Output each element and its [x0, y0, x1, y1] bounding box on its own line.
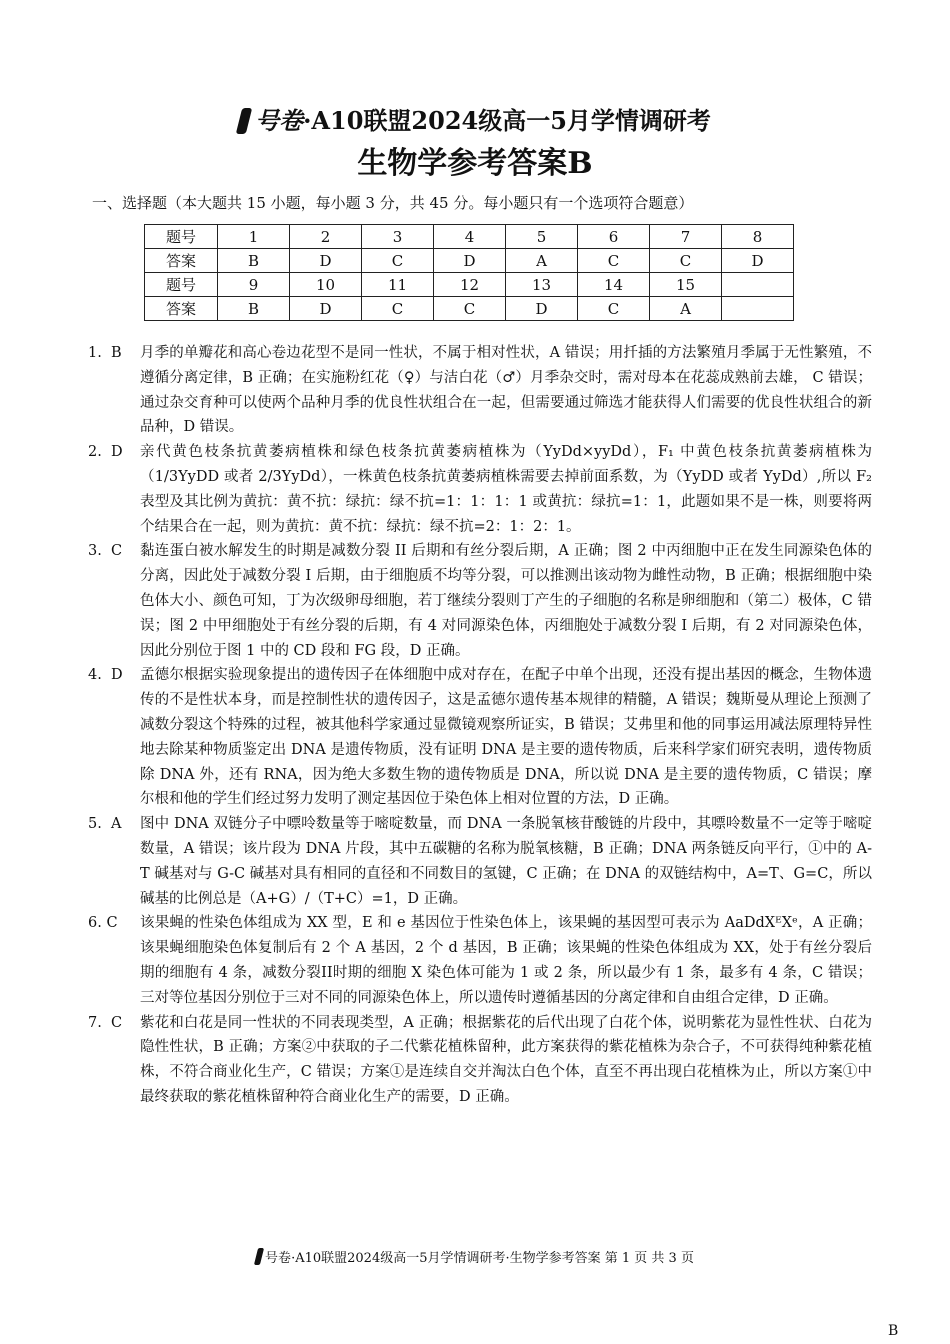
table-cell: B [218, 249, 290, 273]
explanation-list [88, 341, 872, 1110]
table-cell: B [218, 297, 290, 321]
item-explanation: 孟德尔根据实验现象提出的遗传因子在体细胞中成对存在，在配子中单个出现，还没有提出基因的概念，生物体遗传的不是性状本身，而是控制性状的遗传因子，这是孟德尔遗传基本规律的精髓，A 错误；魏斯曼从理论上预测了减数分裂这个特殊的过程，被其他科学家通过显微镜观察所证实，B 错误；艾弗里和他的同事运用减法原理特异性地去除某种物质鉴定出 DNA 是遗传物质，没有证明 DNA 是主要的遗传物质，后来科学家们研究表明，遗传物质除 DNA 外，还有 RNA，因为绝大多数生物的遗传物质是 DNA，所以说 DNA 是主要的遗传物质，C 错误；摩尔根和他的学生们经过努力发明了测定基因位于染色体上相对位置的方法，D 正确。 [140, 667, 872, 808]
document-subtitle: 生物学参考答案B [357, 146, 593, 181]
table-cell: 5 [506, 225, 578, 249]
section-title: 一、选择题（本大题共 15 小题，每小题 3 分，共 45 分。每小题只有一个选项符合题意） [92, 194, 694, 212]
item-number: 3. C [88, 543, 123, 560]
item-number: 7. C [88, 1014, 123, 1031]
table-cell: C [578, 249, 650, 273]
list-item [88, 539, 872, 663]
item-explanation: 紫花和白花是同一性状的不同表现类型，A 正确；根据紫花的后代出现了白花个体，说明紫花为显性性状、白花为隐性性状，B 正确；方案②中获取的子二代紫花植株留种，此方案获得的紫花植株为杂合子，不可获得纯种紫花植株，不符合商业化生产，C 错误；方案①是连续自交并淘汰白色个体，直至不再出现白花植株为止，所以方案①中最终获取的紫花植株留种符合商业化生产的需要，D 正确。 [140, 1014, 872, 1105]
table-cell: D [290, 249, 362, 273]
table-cell: 3 [362, 225, 434, 249]
item-number: 5. A [88, 816, 122, 833]
table-row-header: 答案 [145, 297, 218, 321]
item-number: 4. D [88, 667, 123, 684]
exam-title: ·A10联盟2024级高一5月学情调研考 [303, 106, 711, 135]
table-cell: 13 [506, 273, 578, 297]
table-cell: D [506, 297, 578, 321]
page-header [0, 104, 950, 138]
table-row [145, 225, 794, 249]
table-cell: 1 [218, 225, 290, 249]
table-row [145, 249, 794, 273]
answer-table [144, 224, 794, 321]
table-row [145, 273, 794, 297]
brand-logo-icon [236, 108, 252, 134]
table-cell: 4 [434, 225, 506, 249]
table-cell: A [506, 249, 578, 273]
item-explanation: 亲代黄色枝条抗黄萎病植株和绿色枝条抗黄萎病植株为（YyDd×yyDd），F₁ 中黄色枝条抗黄萎病植株为（1/3YyDD 或者 2/3YyDd），一株黄色枝条抗黄萎病植株需要去掉前面系数，为（YyDD 或者 YyDd）,所以 F₂ 表型及其比例为黄抗：黄不抗：绿抗：绿不抗=1：1：1：1 或黄抗：绿抗=1：1，此题如果不是一株，则要将两个结果合在一起，则为黄抗：黄不抗：绿抗：绿不抗=2：1：2：1。 [140, 444, 872, 535]
table-row-header: 答案 [145, 249, 218, 273]
table-cell: C [362, 249, 434, 273]
item-explanation: 该果蝇的性染色体组成为 XX 型，E 和 e 基因位于性染色体上，该果蝇的基因型可表示为 AaDdXᴱXᵉ，A 正确；该果蝇细胞染色体复制后有 2 个 A 基因，2 个 d 基因，B 正确；该果蝇的性染色体组成为 XX，处于有丝分裂后期的细胞有 4 条，减数分裂II时期的细胞 X 染色体可能为 1 或 2 条，所以最少有 1 条，最多有 4 条，C 错误；三对等位基因分别位于三对不同的同源染色体上，所以遗传时遵循基因的分离定律和自由组合定律，D 正确。 [140, 915, 872, 1006]
table-cell: D [722, 249, 794, 273]
table-cell: 2 [290, 225, 362, 249]
list-item [88, 812, 872, 911]
list-item [88, 911, 872, 1010]
table-cell: 15 [650, 273, 722, 297]
table-cell: C [362, 297, 434, 321]
footer-brand: 号卷 [265, 1251, 292, 1266]
table-cell: 10 [290, 273, 362, 297]
table-cell: 7 [650, 225, 722, 249]
table-row-header: 题号 [145, 273, 218, 297]
table-cell [722, 297, 794, 321]
table-row [145, 297, 794, 321]
table-cell: C [650, 249, 722, 273]
table-cell: C [434, 297, 506, 321]
corner-version-mark: B [888, 1323, 899, 1339]
table-cell [722, 273, 794, 297]
item-number: 1. B [88, 345, 122, 361]
table-cell: 14 [578, 273, 650, 297]
table-cell: 9 [218, 273, 290, 297]
brand-name: 号卷 [255, 106, 304, 135]
table-row-header: 题号 [145, 225, 218, 249]
item-explanation: 月季的单瓣花和高心卷边花型不是同一性状，不属于相对性状，A 错误；用扦插的方法繁殖月季属于无性繁殖，不遵循分离定律，B 正确；在实施粉红花（♀）与洁白花（♂）月季杂交时，需对母本在花蕊成熟前去雄， C 错误；通过杂交育种可以使两个品种月季的优良性状组合在一起，但需要通过筛选才能获得人们需要的优良性状组合的新品种，D 错误。 [140, 345, 872, 436]
list-item [88, 440, 872, 539]
item-explanation: 黏连蛋白被水解发生的时期是减数分裂 II 后期和有丝分裂后期，A 正确；图 2 中丙细胞中正在发生同源染色体的分离，因此处于减数分裂 I 后期，由于细胞质不均等分裂，可以推测出该动物为雌性动物，B 正确；根据细胞中染色体大小、颜色可知，丁为次级卵母细胞，若丁继续分裂则丁产生的子细胞的名称是卵细胞和（第二）极体，C 错误；图 2 中甲细胞处于有丝分裂的后期，有 4 对同源染色体，丙细胞处于减数分裂 I 后期，有 2 对同源染色体，因此分别位于图 1 中的 CD 段和 FG 段，D 正确。 [140, 543, 872, 659]
table-cell: C [578, 297, 650, 321]
list-item [88, 1011, 872, 1110]
list-item [88, 341, 872, 440]
table-cell: D [434, 249, 506, 273]
table-cell: 11 [362, 273, 434, 297]
list-item [88, 663, 872, 812]
table-cell: 8 [722, 225, 794, 249]
item-number: 6. C [88, 915, 118, 932]
table-cell: 12 [434, 273, 506, 297]
table-cell: A [650, 297, 722, 321]
page-footer [0, 1248, 950, 1269]
item-number: 2. D [88, 444, 123, 461]
table-cell: 6 [578, 225, 650, 249]
item-explanation: 图中 DNA 双链分子中嘌呤数量等于嘧啶数量，而 DNA 一条脱氧核苷酸链的片段中，其嘌呤数量不一定等于嘧啶数量，A 错误；该片段为 DNA 片段，其中五碳糖的名称为脱氧核糖，B 正确；DNA 两条链反向平行，①中的 A-T 碱基对与 G-C 碱基对具有相同的直径和不同数目的氢键，C 正确；在 DNA 的双链结构中，A=T、G=C，所以碱基的比例总是（A+G）/（T+C）=1，D 正确。 [140, 816, 872, 907]
footer-logo-icon [254, 1248, 264, 1265]
footer-text: ·A10联盟2024级高一5月学情调研考·生物学参考答案 第 1 页 共 3 页 [291, 1251, 694, 1266]
table-cell: D [290, 297, 362, 321]
